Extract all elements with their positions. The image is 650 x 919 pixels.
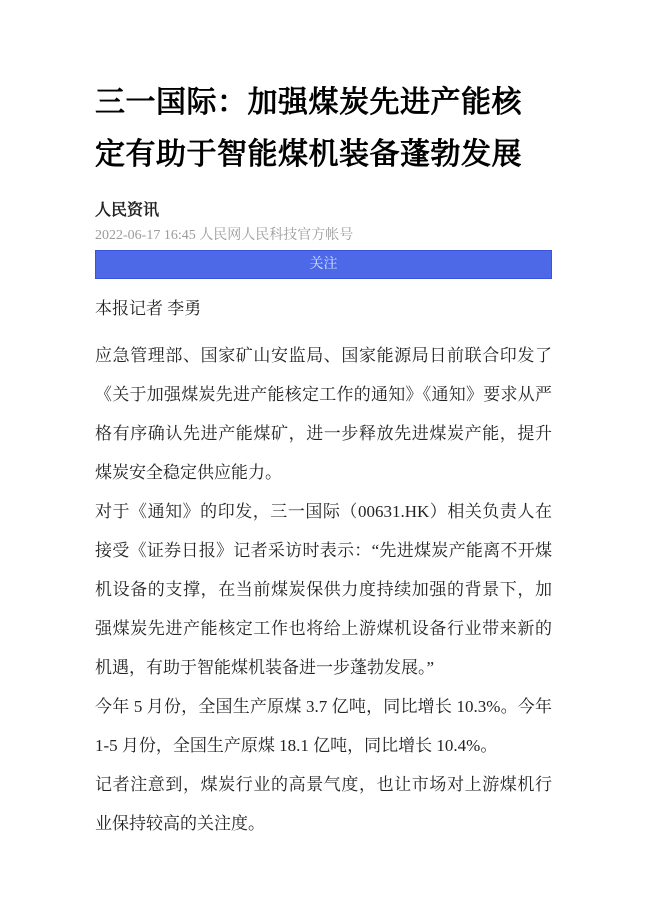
article-paragraph: 记者注意到，煤炭行业的高景气度，也让市场对上游煤机行业保持较高的关注度。 xyxy=(95,775,552,833)
article-page xyxy=(95,0,552,843)
article-paragraph: 对于《通知》的印发，三一国际（00631.HK）相关负责人在接受《证券日报》记者采访时表示：“先进煤炭产能离不开煤机设备的支撑，在当前煤炭保供力度持续加强的背景下，加强煤炭先进产能核定工作也将给上游煤机设备行业带来新的机遇，有助于智能煤机装备进一步蓬勃发展。” xyxy=(95,502,552,677)
follow-button[interactable]: 关注 xyxy=(95,250,552,279)
source-name[interactable]: 人民资讯 xyxy=(95,202,160,219)
article-title: 三一国际：加强煤炭先进产能核定有助于智能煤机装备蓬勃发展 xyxy=(95,86,522,171)
article-paragraph: 应急管理部、国家矿山安监局、国家能源局日前联合印发了《关于加强煤炭先进产能核定工作的通知》《通知》要求从严格有序确认先进产能煤矿，进一步释放先进煤炭产能，提升煤炭安全稳定供应能力。 xyxy=(95,346,552,482)
article-paragraph: 今年 5 月份，全国生产原煤 3.7 亿吨，同比增长 10.3%。今年 1-5 月份，全国生产原煤 18.1 亿吨，同比增长 10.4%。 xyxy=(95,697,552,755)
publish-meta: 2022-06-17 16:45 人民网人民科技官方帐号 xyxy=(95,228,354,243)
byline: 本报记者 李勇 xyxy=(95,299,202,318)
